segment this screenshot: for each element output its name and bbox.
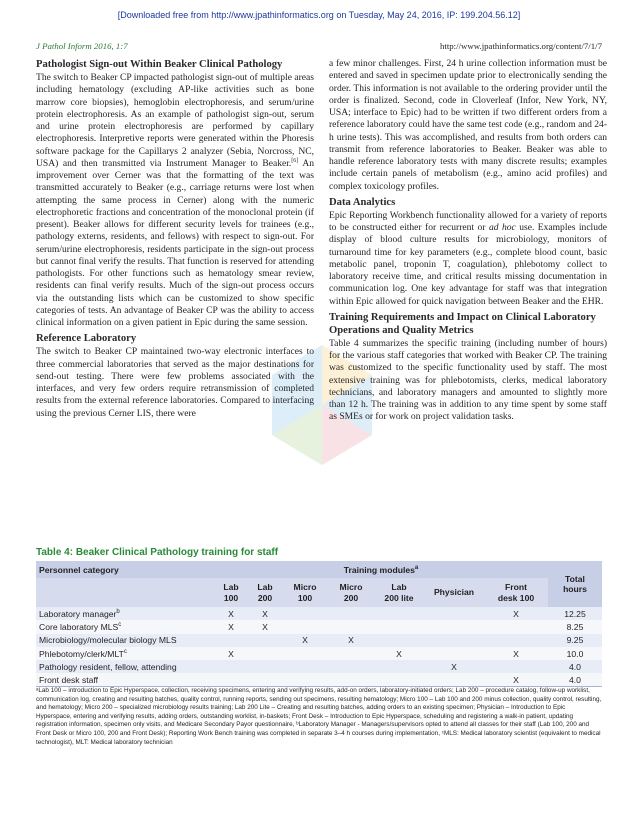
module-mark-cell	[484, 634, 548, 647]
personnel-category-cell	[36, 673, 214, 686]
column-header-module	[374, 578, 424, 607]
module-name-line-1: Lab	[257, 581, 273, 592]
table-row	[36, 673, 602, 686]
total-hours-cell: 4.0	[569, 661, 581, 672]
module-name-line-1: Micro	[293, 581, 317, 592]
module-mark-cell	[248, 673, 282, 686]
module-mark-cell	[374, 620, 424, 633]
module-mark-cell	[328, 607, 374, 620]
download-banner: [Downloaded free from http://www.jpathinformatics.org on Tuesday, May 24, 2016, IP: 199.204.56.12]	[117, 10, 521, 20]
module-mark-cell	[424, 673, 484, 686]
table-row	[36, 620, 602, 633]
personnel-category-cell	[36, 647, 214, 660]
module-mark-cell: X	[262, 621, 268, 632]
table-row	[36, 634, 602, 647]
total-hours-cell: 12.25	[564, 608, 586, 619]
module-mark-cell	[328, 620, 374, 633]
module-mark-cell: X	[302, 635, 308, 646]
right-column	[329, 58, 607, 424]
personnel-category-label: Microbiology/molecular biology MLS	[39, 635, 177, 646]
module-name-line-2: 100	[297, 592, 313, 603]
module-mark-cell	[424, 620, 484, 633]
left-column	[36, 58, 314, 420]
module-name-line-2: 200	[343, 592, 359, 603]
footnote-marker: a	[414, 564, 419, 571]
italic-term: ad hoc	[488, 222, 516, 233]
module-mark-cell	[374, 607, 424, 620]
module-mark-cell: X	[348, 635, 354, 646]
section-body-data-analytics	[329, 210, 607, 308]
personnel-category-label: Laboratory manager	[39, 608, 117, 619]
module-mark-cell	[282, 660, 328, 673]
module-name-line-1: Lab	[391, 581, 407, 592]
body-text: An improvement over Cerner was that the formatting of the text was transmitted accurately to Beaker (e.g., carriage returns were lost when attempting the same process in Cerner) along with the numeric electrophoretic fractions and concentration of the monoclonal protein (if present). Beaker allows for different security levels for trainees (e.g., pathology externs, residents, and fellows) with respect to sign-out. For serum/urine electrophoresis, residents participate in the sign-out process but cannot final verify the results. That function is reserved for attending pathologists. For other functions such as hematology smear review, residents can final verify results. Much of the sign-out process occurs via the outstanding lists which can be customized to show specific categories of tests. An advantage of Beaker CP was the ability to access clinical information on a given patient in Epic during the same session.	[36, 157, 314, 328]
total-line-1: Total	[565, 574, 585, 584]
module-mark-cell	[424, 647, 484, 660]
personnel-category-label: Pathology resident, fellow, attending	[39, 661, 177, 672]
module-mark-cell	[484, 620, 548, 633]
module-name-line-2: desk 100	[497, 592, 535, 603]
total-hours-cell: 4.0	[548, 673, 602, 686]
running-head	[36, 41, 602, 51]
module-mark-cell	[374, 673, 424, 686]
column-header-module	[214, 578, 248, 607]
reference-marker[interactable]: [6]	[291, 157, 299, 164]
column-header-spacer	[36, 578, 214, 607]
section-title-training-requirements: Training Requirements and Impact on Clinical Laboratory Operations and Quality Metrics	[329, 311, 596, 336]
body-text: use. Examples include display of blood culture results for microbiology, monitors of turnaround time for key parameters (e.g., complete blood count, basic metabolic panel, troponin T, coagulation), phlebotomy collect to laboratory receive time, and critical results missing documentation in communication log. One key advantage for staff was that integration within Epic allowed for quick navigation between Beaker and the EHR.	[329, 222, 607, 307]
column-header-modules	[214, 561, 548, 578]
module-mark-cell	[424, 634, 484, 647]
module-mark-cell	[248, 660, 282, 673]
personnel-category-label: Front desk staff	[39, 674, 99, 685]
table-body	[36, 607, 602, 687]
body-text: Epic Reporting Workbench functionality allowed for a variety of reports to be constructed either for recurrent or	[329, 209, 607, 233]
module-name-line-1: Micro	[339, 581, 363, 592]
personnel-category-cell	[36, 607, 214, 620]
module-mark-cell: X	[262, 608, 268, 619]
module-mark-cell	[328, 647, 374, 660]
journal-citation: J Pathol Inform 2016, 1:7	[36, 41, 128, 51]
module-mark-cell	[282, 620, 328, 633]
footnote-marker: c	[123, 648, 127, 655]
module-mark-cell	[374, 660, 424, 673]
module-mark-cell	[424, 607, 484, 620]
table-footnote: ᵃLab 100 – introduction to Epic Hyperspace, collection, receiving specimens, entering and verifying results, add-on orders, laboratory-initiated orders; Lab 200 – procedure catalog, follow-up worklist, communication log, creating and resulting batches, quality control, running reports, sending out specimens, resulting hematology; Micro 100 – Lab 100 and 200 minus collection, quality control, resulting, and hematology; Micro 200 – specialized microbiology results training; Lab 200 Lite – Creating and resulting batches, adding orders to an existing specimen; Physician – Introduction to Epic Hyperspace, entering and verifying results, adding orders, outstanding worklist, in-baskets; Front Desk – Introduction to Epic Hyperspace, scheduling and registering a walk-in patient, updating registration information, specimen only visits, and Medicare Secondary Payor questionnaire, ᵇLaboratory Manager - Managers/supervisors opted to attend all classes for their staff (Lab 100, 200 and Front Desk or Micro 100, 200 and Front Desk); Reporting Work Bench training was completed in separate 3–4 h courses during implementation, ᶜMLS: Medical laboratory scientist (equivalent to medical technologist), MLT: Medical laboratory technician	[36, 687, 602, 746]
module-header-row	[36, 578, 602, 607]
module-mark-cell: X	[228, 621, 234, 632]
module-name-line-2: 100	[223, 592, 239, 603]
footnote-marker: b	[116, 608, 120, 615]
personnel-category-label: Core laboratory MLS	[39, 621, 119, 632]
module-mark-cell	[328, 660, 374, 673]
total-line-2: hours	[563, 584, 587, 594]
modules-label: Training modules	[343, 564, 415, 575]
module-name-line-2: 200 lite	[384, 592, 414, 603]
table-row	[36, 660, 602, 673]
personnel-category-cell	[36, 634, 214, 647]
column-header-module	[282, 578, 328, 607]
section-title-data-analytics: Data Analytics	[329, 196, 396, 208]
table-row	[36, 607, 602, 620]
module-mark-cell	[282, 607, 328, 620]
module-mark-cell	[328, 673, 374, 686]
module-mark-cell	[248, 647, 282, 660]
total-hours-cell: 10.0	[566, 648, 584, 659]
module-name-line-1: Lab	[223, 581, 239, 592]
module-mark-cell	[282, 673, 328, 686]
personnel-category-cell	[36, 660, 214, 673]
column-header-module	[424, 578, 484, 607]
total-hours-cell: 9.25	[566, 635, 584, 646]
module-mark-cell	[214, 634, 248, 647]
section-title-pathologist-signout: Pathologist Sign-out Within Beaker Clinical Pathology	[36, 59, 283, 70]
training-table	[36, 561, 602, 687]
column-header-category: Personnel category	[39, 564, 119, 575]
footnote-marker: c	[118, 622, 122, 629]
column-header-total	[548, 561, 602, 607]
column-header-module	[484, 578, 548, 607]
section-body-reference-laboratory-continued: a few minor challenges. First, 24 h urine collection information must be entered and saved in specimen update prior to electronically sending the order. This information is not available to the ordering provider until the order is finalized. Second, code in Cloverleaf (Infor, New York, NY, USA; interface to Epic) had to be written if two different orders from a reference laboratory could have the same test code (e.g., random and 24-h urine tests). This was accomplished, and results from both orders can transmit from reference laboratories to Beaker. Beaker was able to handle reference laboratory tests with many discrete results; examples include certain panels of metabolism (e.g., amino acid profiles) and complex toxicology profiles.	[329, 58, 607, 192]
section-body-pathologist-signout	[36, 72, 314, 329]
module-mark-cell: X	[228, 648, 234, 659]
module-mark-cell	[374, 634, 424, 647]
personnel-category-cell	[36, 620, 214, 633]
body-text: The switch to Beaker CP impacted pathologist sign-out of multiple areas including hematology (excluding AP-like activities such as bone marrow core biopsies), hemoglobin electrophoresis, and serum/urine protein electrophoresis. As an example of pathologist sign-out, serum and urine protein electrophoresis are performed by capillary electrophoresis. Interpretive reports were generated within the Phoresis software package for the Capillarys 2 analyzer (Sebia, Norcross, NC, USA) and then transmitted via Instrument Manager to Beaker.	[36, 72, 314, 169]
module-mark-cell	[484, 660, 548, 673]
module-name-line-2: 200	[257, 592, 273, 603]
module-mark-cell	[282, 647, 328, 660]
column-header-module	[328, 578, 374, 607]
section-body-training-requirements: Table 4 summarizes the specific training (including number of hours) for the various staff categories that worked with Beaker CP. The training was customized to the specific functionality used by staff. The most extensive training was for phlebotomists, clerks, medical laboratory technicians, and laboratory managers and amounted to slightly more than 12 h. The training was in addition to any time spent by some staff as SMEs or for work on project validation tasks.	[329, 337, 607, 423]
module-mark-cell: X	[513, 608, 519, 619]
table-header-row	[36, 561, 602, 578]
section-body-reference-laboratory: The switch to Beaker CP maintained two-way electronic interfaces to three commercial laboratories that served as the major destinations for send-out testing. There were few problems associated with the interfaces, and very few orders require retransmission of completed results from the external reference laboratories. Compared to interfacing using the previous Cerner LIS, there were	[36, 346, 314, 419]
module-mark-cell: X	[513, 648, 519, 659]
module-mark-cell: X	[228, 608, 234, 619]
module-mark-cell: X	[451, 661, 457, 672]
article-url[interactable]: http://www.jpathinformatics.org/content/7/1/7	[440, 41, 602, 51]
module-mark-cell	[214, 673, 248, 686]
total-hours-cell: 8.25	[566, 621, 584, 632]
column-header-module	[248, 578, 282, 607]
module-mark-cell: X	[484, 673, 548, 686]
module-name-line-1: Physician	[433, 587, 475, 597]
table-caption: Table 4: Beaker Clinical Pathology training for staff	[36, 547, 279, 558]
module-mark-cell	[214, 660, 248, 673]
module-name-line-1: Front	[505, 581, 527, 592]
module-mark-cell: X	[396, 648, 402, 659]
module-mark-cell	[248, 634, 282, 647]
section-title-reference-laboratory: Reference Laboratory	[36, 333, 137, 345]
personnel-category-label: Phlebotomy/clerk/MLT	[39, 648, 124, 659]
table-row	[36, 647, 602, 660]
